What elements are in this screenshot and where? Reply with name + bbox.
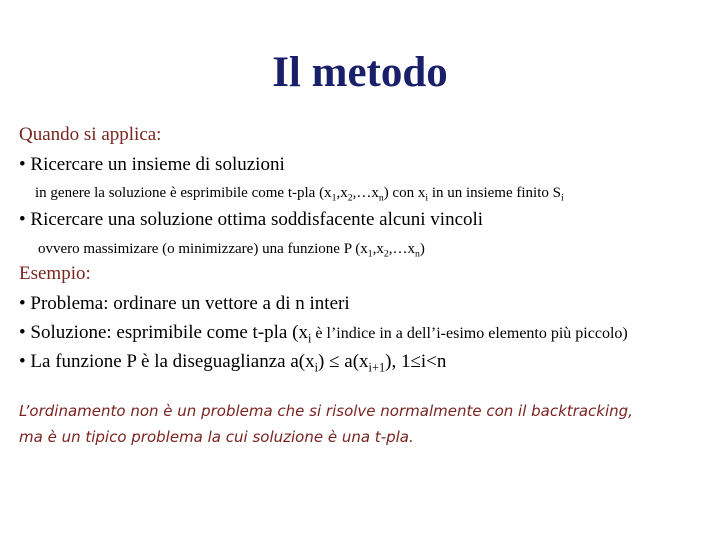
bullet-detail-1 bbox=[35, 184, 564, 202]
subscript: i bbox=[425, 192, 429, 204]
subscript: 2 bbox=[347, 192, 353, 204]
bullet-detail-2 bbox=[38, 240, 425, 258]
bullet-marker: • bbox=[19, 293, 26, 314]
bullet-text: Ricercare una soluzione ottima soddisfacente alcuni vincoli bbox=[30, 209, 484, 230]
slide-title: Il metodo bbox=[272, 49, 448, 96]
subscript: n bbox=[378, 192, 384, 204]
bullet-marker: • bbox=[19, 209, 26, 230]
bullet-text: è l’indice in a dell’i-esimo elemento più piccolo) bbox=[311, 325, 628, 342]
detail-text: ,x bbox=[336, 185, 348, 201]
detail-text: ) con x bbox=[383, 185, 426, 201]
bullet-text: La funzione P è la diseguaglianza a(x bbox=[30, 351, 315, 372]
example-heading: Esempio: bbox=[19, 263, 91, 284]
detail-text: in un insieme finito S bbox=[428, 185, 561, 201]
subscript: i+1 bbox=[368, 360, 386, 375]
detail-text: ,…x bbox=[352, 185, 379, 201]
bullet-text: Ricercare un insieme di soluzioni bbox=[30, 154, 285, 175]
bullet-item-2 bbox=[19, 209, 483, 232]
detail-text: ) bbox=[419, 241, 425, 257]
subscript: i bbox=[307, 331, 312, 346]
detail-text: in genere la soluzione è esprimibile come t-pla (x bbox=[35, 185, 332, 201]
bullet-text: Soluzione: esprimibile come t-pla (x bbox=[30, 322, 308, 343]
bullet-item-1 bbox=[19, 154, 285, 177]
detail-text: ovvero massimizare (o minimizzare) una funzione P (x bbox=[38, 241, 368, 257]
bullet-text: Problema: ordinare un vettore a di n interi bbox=[30, 293, 350, 314]
detail-text: ,…x bbox=[388, 241, 415, 257]
note-line-1: L’ordinamento non è un problema che si risolve normalmente con il backtracking, bbox=[19, 402, 633, 420]
bullet-marker: • bbox=[19, 351, 26, 372]
when-heading: Quando si applica: bbox=[19, 124, 162, 145]
subscript: 2 bbox=[383, 248, 389, 260]
subscript: i bbox=[314, 360, 319, 375]
subscript: i bbox=[560, 192, 564, 204]
subscript: 1 bbox=[367, 248, 373, 260]
bullet-marker: • bbox=[19, 154, 26, 175]
subscript: 1 bbox=[331, 192, 337, 204]
bullet-text: ) ≤ a(x bbox=[318, 351, 369, 372]
bullet-marker: • bbox=[19, 322, 26, 343]
detail-text: ,x bbox=[372, 241, 384, 257]
example-item-2 bbox=[19, 322, 628, 345]
example-item-3 bbox=[19, 351, 446, 374]
example-item-1 bbox=[19, 293, 350, 316]
bullet-text: ), 1≤i<n bbox=[385, 351, 447, 372]
note-line-2: ma è un tipico problema la cui soluzione è una t-pla. bbox=[19, 428, 414, 446]
subscript: n bbox=[415, 248, 420, 260]
